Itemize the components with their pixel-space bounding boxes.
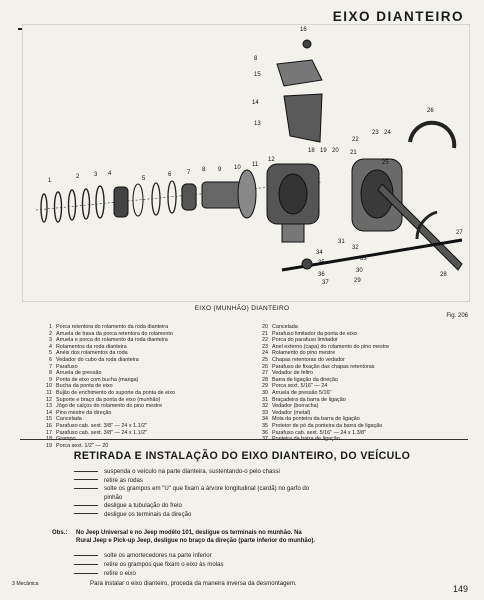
callout-4: 4 — [108, 171, 112, 177]
observation-note — [52, 529, 452, 545]
part-number: 19 — [46, 442, 52, 449]
part-description: Pino mestre da direção — [56, 409, 112, 416]
callout-34: 34 — [316, 250, 323, 256]
callout-1: 1 — [48, 178, 52, 184]
part-description: Parafuso cab. sext. 3/8" — 24 x 1.1/2" — [56, 422, 148, 429]
part-number: 11 — [46, 389, 52, 396]
part-description: Porca sext. 5/16" — 24 — [272, 383, 328, 390]
callout-11: 11 — [252, 162, 259, 168]
callout-36: 36 — [318, 272, 325, 278]
part-row — [40, 383, 240, 390]
axle-drawing — [22, 24, 470, 302]
part-description: Porca retentora do rolamento da roda dianteira — [56, 324, 169, 330]
part-row — [256, 430, 466, 437]
part-row — [40, 324, 240, 331]
callout-8: 8 — [202, 167, 206, 173]
exploded-axle-diagram — [22, 24, 470, 302]
step-text-continued: pinhão — [104, 493, 123, 501]
part-number: 25 — [262, 356, 268, 363]
part-number: 9 — [49, 376, 52, 383]
part-description: Porca do parafuso limitador — [272, 337, 338, 344]
part-row — [40, 403, 240, 410]
step-dash — [74, 488, 98, 489]
step-dash — [74, 564, 98, 565]
step-text: solte os grampos em "U" que fixam a árvore longitudinal (cardã) no garfo do — [104, 485, 310, 492]
procedure-steps-continued — [74, 551, 466, 578]
footer-section-label: 3 Mecânica — [12, 581, 39, 587]
step-text: suspenda o veículo na parte dianteira, sustentando-o pelo chassi — [104, 468, 280, 475]
parts-list-left — [40, 324, 240, 449]
seal-3 — [182, 184, 196, 210]
part-row — [256, 357, 466, 364]
figure-number: Fig. 206 — [446, 313, 468, 319]
part-row — [40, 370, 240, 377]
part-description: Arruela de pressão — [56, 370, 102, 377]
callout-28: 28 — [440, 272, 447, 278]
part-row — [40, 337, 240, 344]
part-row — [256, 383, 466, 390]
part-number: 34 — [262, 416, 268, 423]
part-number: 32 — [262, 403, 268, 410]
part-number: 1 — [49, 324, 52, 330]
part-number: 37 — [262, 436, 268, 443]
bolt-top — [303, 40, 311, 48]
part-description: Arruela e porca do rolamento da roda dianteira — [56, 337, 168, 344]
part-description: Parafuso limitador da ponta de eixo — [272, 330, 357, 337]
part-number: 5 — [49, 350, 52, 357]
procedure-step — [74, 468, 466, 477]
part-description: Jôgo de calços do rolamento do pino mestre — [56, 403, 163, 410]
part-description: Anéis dos rolamentos da roda — [56, 350, 128, 357]
part-number: 28 — [262, 376, 268, 383]
callout-13: 13 — [254, 121, 261, 127]
procedure-step — [74, 569, 466, 578]
part-number: 24 — [262, 350, 268, 357]
step-text: retire os grampos que fixam o eixo às molas — [104, 561, 224, 568]
part-number: 17 — [46, 429, 52, 436]
diagram-frame — [22, 24, 470, 302]
part-description: Ponta de eixo com bucha (manga) — [56, 376, 139, 383]
part-description: Anel externo (capa) do rolamento do pino mestre — [272, 343, 390, 350]
part-number: 29 — [262, 383, 268, 390]
part-description: Porca sext. 1/2" — 20 — [56, 442, 109, 449]
part-row — [256, 324, 466, 331]
part-description: Mola da ponteira da barra de ligação — [272, 416, 360, 423]
part-description: Vedador (borracha) — [272, 403, 319, 410]
part-number: 23 — [262, 343, 268, 350]
part-description: Rolamento do pino mestre — [272, 350, 336, 357]
part-description: Ponteira da barra de ligação — [272, 436, 340, 443]
step-text: desligue os terminais da direção — [104, 510, 192, 518]
page-number: 149 — [452, 584, 468, 594]
part-description: Rolamentos da roda dianteira — [56, 343, 127, 350]
callout-30: 30 — [356, 268, 363, 274]
part-row — [40, 430, 240, 437]
step-dash — [74, 513, 98, 514]
step-dash — [74, 471, 98, 472]
part-row — [256, 423, 466, 430]
step-dash — [74, 555, 98, 556]
step-text: solte os amortecedores na parte inferior — [104, 552, 212, 559]
callout-12: 12 — [268, 157, 275, 163]
part-row — [256, 410, 466, 417]
section-title: RETIRADA E INSTALAÇÃO DO EIXO DIANTEIRO, DO VEÍCULO — [73, 450, 411, 462]
part-description: Cancelada — [56, 416, 82, 423]
part-description: Cancelada — [272, 324, 298, 330]
part-description: Vedador de feltro — [272, 370, 314, 377]
part-number: 13 — [46, 403, 52, 410]
callout-15: 15 — [254, 72, 261, 78]
part-row — [40, 377, 240, 384]
part-description: Bujão de enchimento do suporte da ponta de eixo — [56, 389, 175, 396]
part-row — [256, 344, 466, 351]
part-number: 2 — [49, 330, 52, 337]
part-description: Braçadeira da barra de ligação — [272, 396, 346, 403]
procedure-step — [74, 502, 466, 511]
part-description: Chapas retentoras do vedador — [272, 356, 345, 363]
parts-list-right — [256, 324, 466, 443]
bearing-body — [114, 187, 128, 217]
part-number: 14 — [46, 409, 52, 416]
callout-16: 16 — [300, 27, 307, 33]
part-description: Parafuso de fixação das chapas retentoras — [272, 363, 375, 370]
callout-5: 5 — [142, 176, 146, 182]
procedure-steps — [74, 468, 466, 519]
callout-37: 37 — [322, 280, 329, 286]
obs-text-1: No Jeep Universal e no Jeep modêlo 101, desligue os terminais no munhão. Na — [76, 530, 302, 536]
part-description: Vedador do cubo da roda dianteira — [56, 356, 139, 363]
part-row — [256, 416, 466, 423]
part-row — [40, 357, 240, 364]
part-number: 21 — [262, 330, 268, 337]
callout-31: 31 — [338, 239, 345, 245]
part-number: 20 — [262, 324, 268, 330]
callout-20: 20 — [332, 148, 339, 154]
callout-14: 14 — [252, 100, 259, 106]
part-row — [256, 377, 466, 384]
part-number: 22 — [262, 337, 268, 344]
callout-7: 7 — [187, 170, 191, 176]
part-number: 6 — [49, 356, 52, 363]
part-number: 36 — [262, 429, 268, 436]
callout-19: 19 — [320, 148, 327, 154]
obs-line-2: Rural Jeep e Pick-up Jeep, desligue no braço da direção (parte inferior do munhão). — [76, 538, 316, 544]
part-row — [40, 443, 240, 450]
procedure-step — [74, 511, 466, 520]
callout-26: 26 — [427, 108, 434, 114]
part-description: Arruela de trava da porca retentora do rolamento — [56, 330, 173, 337]
part-row — [256, 350, 466, 357]
part-description: Parafuso cab. sext. 3/8" — 24 x 1.1/2" — [56, 429, 148, 436]
procedure-step — [74, 560, 466, 569]
part-row — [40, 410, 240, 417]
part-description: Barra de ligação da direção — [272, 376, 338, 383]
obs-line-1 — [52, 529, 452, 537]
callout-35: 35 — [318, 260, 325, 266]
knuckle-bore — [279, 174, 307, 214]
callout-10: 10 — [234, 165, 241, 171]
callout-9: 9 — [218, 167, 222, 173]
callout-27: 27 — [456, 230, 463, 236]
callout-23: 23 — [372, 130, 379, 136]
part-row — [40, 423, 240, 430]
callout-2: 2 — [76, 174, 80, 180]
part-row — [40, 331, 240, 338]
part-description: Parafuso — [56, 363, 78, 370]
part-description: Grampo — [56, 436, 76, 443]
step-dash — [74, 479, 98, 480]
section-divider — [20, 439, 468, 440]
step-text: desligue a tubulação do freio — [104, 502, 182, 509]
part-number: 16 — [46, 422, 52, 429]
procedure-step — [74, 485, 466, 494]
part-number: 7 — [49, 363, 52, 370]
part-row — [256, 397, 466, 404]
part-description: Parafuso cab. sext. 5/16" — 24 x 1.3/8" — [272, 429, 367, 436]
part-number: 31 — [262, 396, 268, 403]
part-row — [40, 364, 240, 371]
callout-6: 6 — [168, 172, 172, 178]
spindle-flange — [238, 170, 256, 218]
part-number: 12 — [46, 396, 52, 403]
part-row — [40, 344, 240, 351]
part-description: Protetor de pó da ponteira da barra de ligação — [272, 422, 383, 429]
spindle-shaft — [202, 182, 242, 208]
callout-32: 32 — [352, 245, 359, 251]
install-note: Para instalar o eixo dianteiro, proceda da maneira inversa da desmontagem. — [90, 580, 297, 587]
callout-8a: 8 — [254, 56, 258, 62]
callout-18: 18 — [308, 148, 315, 154]
part-number: 18 — [46, 436, 52, 443]
part-row — [256, 337, 466, 344]
part-number: 8 — [49, 370, 52, 377]
part-number: 27 — [262, 370, 268, 377]
part-row — [256, 390, 466, 397]
knuckle-arm — [282, 224, 304, 242]
part-row — [256, 403, 466, 410]
part-row — [40, 416, 240, 423]
part-row — [40, 390, 240, 397]
part-number: 35 — [262, 422, 268, 429]
step-dash — [74, 505, 98, 506]
callout-25: 25 — [382, 160, 389, 166]
part-description: Vedador (metal) — [272, 409, 311, 416]
part-row — [256, 331, 466, 338]
part-row — [40, 397, 240, 404]
obs-label: Obs.: — [52, 530, 68, 536]
procedure-step — [74, 477, 466, 486]
part-row — [256, 370, 466, 377]
callout-21: 21 — [350, 150, 357, 156]
callout-29: 29 — [354, 278, 361, 284]
step-text: retire o eixo — [104, 570, 136, 577]
part-number: 26 — [262, 363, 268, 370]
part-description: Suporte e braço da ponta de eixo (munhão) — [56, 396, 161, 403]
part-number: 4 — [49, 343, 52, 350]
step-dash — [74, 573, 98, 574]
callout-24: 24 — [384, 130, 391, 136]
part-number: 30 — [262, 389, 268, 396]
page-title: EIXO DIANTEIRO — [332, 9, 464, 24]
part-number: 33 — [262, 409, 268, 416]
part-number: 3 — [49, 337, 52, 344]
tie-rod-end — [302, 259, 312, 269]
king-pin-housing — [284, 94, 322, 142]
procedure-step — [74, 551, 466, 560]
figure-caption: EIXO (MUNHÃO) DIANTEIRO — [194, 305, 290, 312]
part-description: Arruela de pressão 5/16" — [272, 389, 332, 396]
part-number: 15 — [46, 416, 52, 423]
callout-33: 33 — [360, 256, 367, 262]
part-row — [40, 350, 240, 357]
part-number: 10 — [46, 383, 52, 390]
part-row — [256, 364, 466, 371]
callout-22: 22 — [352, 137, 359, 143]
part-description: Bucha da ponta de eixo — [56, 383, 113, 390]
callout-3: 3 — [94, 172, 98, 178]
step-text: retire as rodas — [104, 476, 143, 484]
